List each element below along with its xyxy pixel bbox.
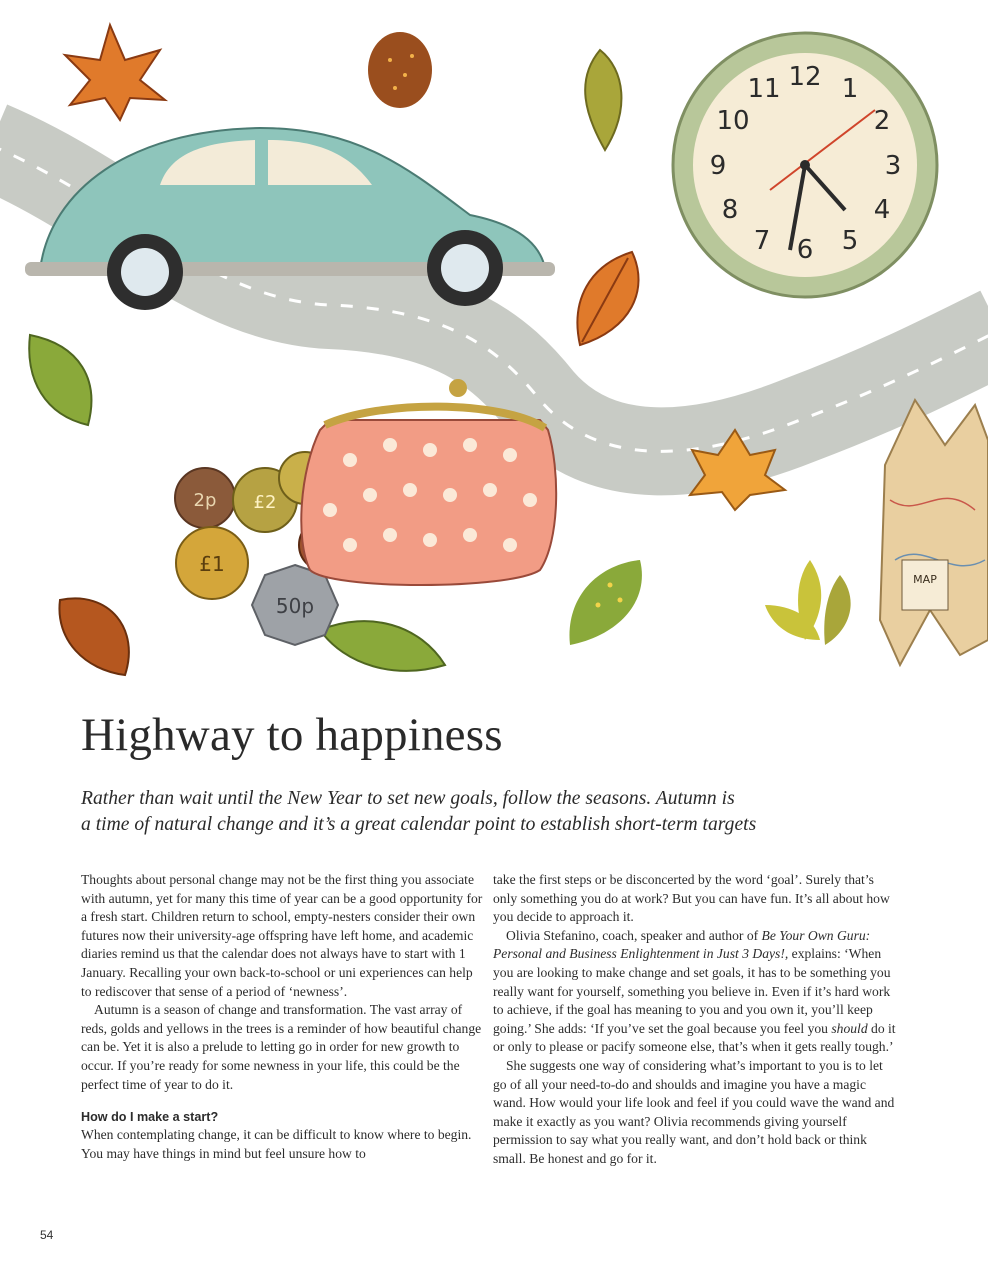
text-span: explains: ‘When you are looking to make change and set goals, it has to be something you really want for yourself, something you believe in. Even if it’s hard work to achieve, if the goal has meaning to you and you own it, you’ll keep going.’ She adds: ‘If you’ve set the goal because you feel you: [493, 946, 891, 1036]
book-title: Be Your Own Guru: Personal and Business Enlightenment in Just 3 Days!,: [493, 927, 871, 962]
svg-text:MAP: MAP: [913, 573, 937, 586]
svg-text:5: 5: [841, 226, 859, 256]
maple-leaf-orange-icon: [65, 25, 165, 120]
svg-text:1: 1: [841, 74, 859, 104]
svg-text:11: 11: [747, 74, 781, 104]
leaf-green-bottom-icon: [569, 560, 641, 645]
svg-text:12: 12: [788, 62, 822, 92]
article-column-right: [493, 871, 897, 1169]
article-column-left: [81, 871, 485, 1163]
article-standfirst: [81, 786, 801, 838]
body-paragraph: When contemplating change, it can be difficult to know where to begin. You may have things in mind but feel unsure how to: [81, 1127, 472, 1161]
svg-text:£2: £2: [253, 492, 277, 513]
leaf-green-flat-icon: [320, 621, 445, 671]
standfirst-line-1: Rather than wait until the New Year to set new goals, follow the seasons. Autumn is: [81, 788, 735, 809]
svg-text:10: 10: [716, 106, 750, 136]
leaf-brown-bottom-left-icon: [59, 598, 128, 675]
standfirst-line-2: a time of natural change and it’s a great calendar point to establish short-term targets: [81, 814, 757, 835]
feather-leaf-orange-icon: [577, 252, 638, 345]
svg-text:7: 7: [753, 226, 771, 256]
article-title: Highway to happiness: [81, 709, 503, 761]
leaf-green-left-icon: [29, 335, 91, 425]
oak-leaf-brown-icon: [368, 32, 432, 108]
svg-text:2p: 2p: [193, 490, 217, 511]
oak-leaf-green-icon: [585, 50, 621, 150]
svg-text:9: 9: [709, 151, 727, 181]
svg-text:£1: £1: [199, 552, 225, 576]
body-paragraph: Thoughts about personal change may not be the first thing you associate with autumn, yet for many this time of year can be a good opportunity for a fresh start. Children return to school, empty-nesters consider their own futures now their university-age offspring have left home, and academic diaries remind us that the calendar does not always have to start with 1 January. Recalling your own back-to-school or uni experiences can help to rediscover that sense of a period of ‘newness’.: [81, 872, 483, 999]
text-span: do it or only to please or pacify someone else, that’s when it gets really tough.’: [493, 1020, 896, 1055]
body-paragraph: She suggests one way of considering what’s important to you is to let go of all your need-to-do and shoulds and imagine you have a magic wand. How would your life look and feel if you could wave the wand and make it exactly as you want? Olivia recommends giving yourself permission to say what you really want, and don’t hold back or think small. Be honest and go for it.: [493, 1057, 895, 1166]
leaf-cluster-icon: [765, 560, 851, 645]
svg-text:4: 4: [873, 195, 891, 225]
wall-clock-illustration: [673, 33, 937, 297]
svg-text:50p: 50p: [275, 594, 315, 618]
svg-text:3: 3: [884, 151, 902, 181]
folded-map-illustration: [880, 400, 988, 665]
svg-text:2: 2: [873, 106, 891, 136]
svg-text:8: 8: [721, 195, 739, 225]
emphasis: should: [831, 1020, 868, 1036]
body-paragraph: take the first steps or be disconcerted by the word ‘goal’. Surely that’s only something you do at work? But you can have fun. It’s all about how you decide to approach it.: [493, 872, 890, 925]
svg-text:6: 6: [796, 235, 814, 265]
body-paragraph: Autumn is a season of change and transformation. The vast array of reds, golds and yellows in the trees is a reminder of how beautiful change can be. Yet it is also a prelude to letting go in order for new growth to occur. If you’re ready for some newness in your life, this could be the perfect time of year to do it.: [81, 1002, 482, 1092]
text-span: Olivia Stefanino, coach, speaker and author of: [506, 927, 762, 943]
page-number: 54: [40, 1228, 54, 1242]
subheading: How do I make a start?: [81, 1110, 219, 1125]
body-paragraph: [493, 927, 897, 1057]
